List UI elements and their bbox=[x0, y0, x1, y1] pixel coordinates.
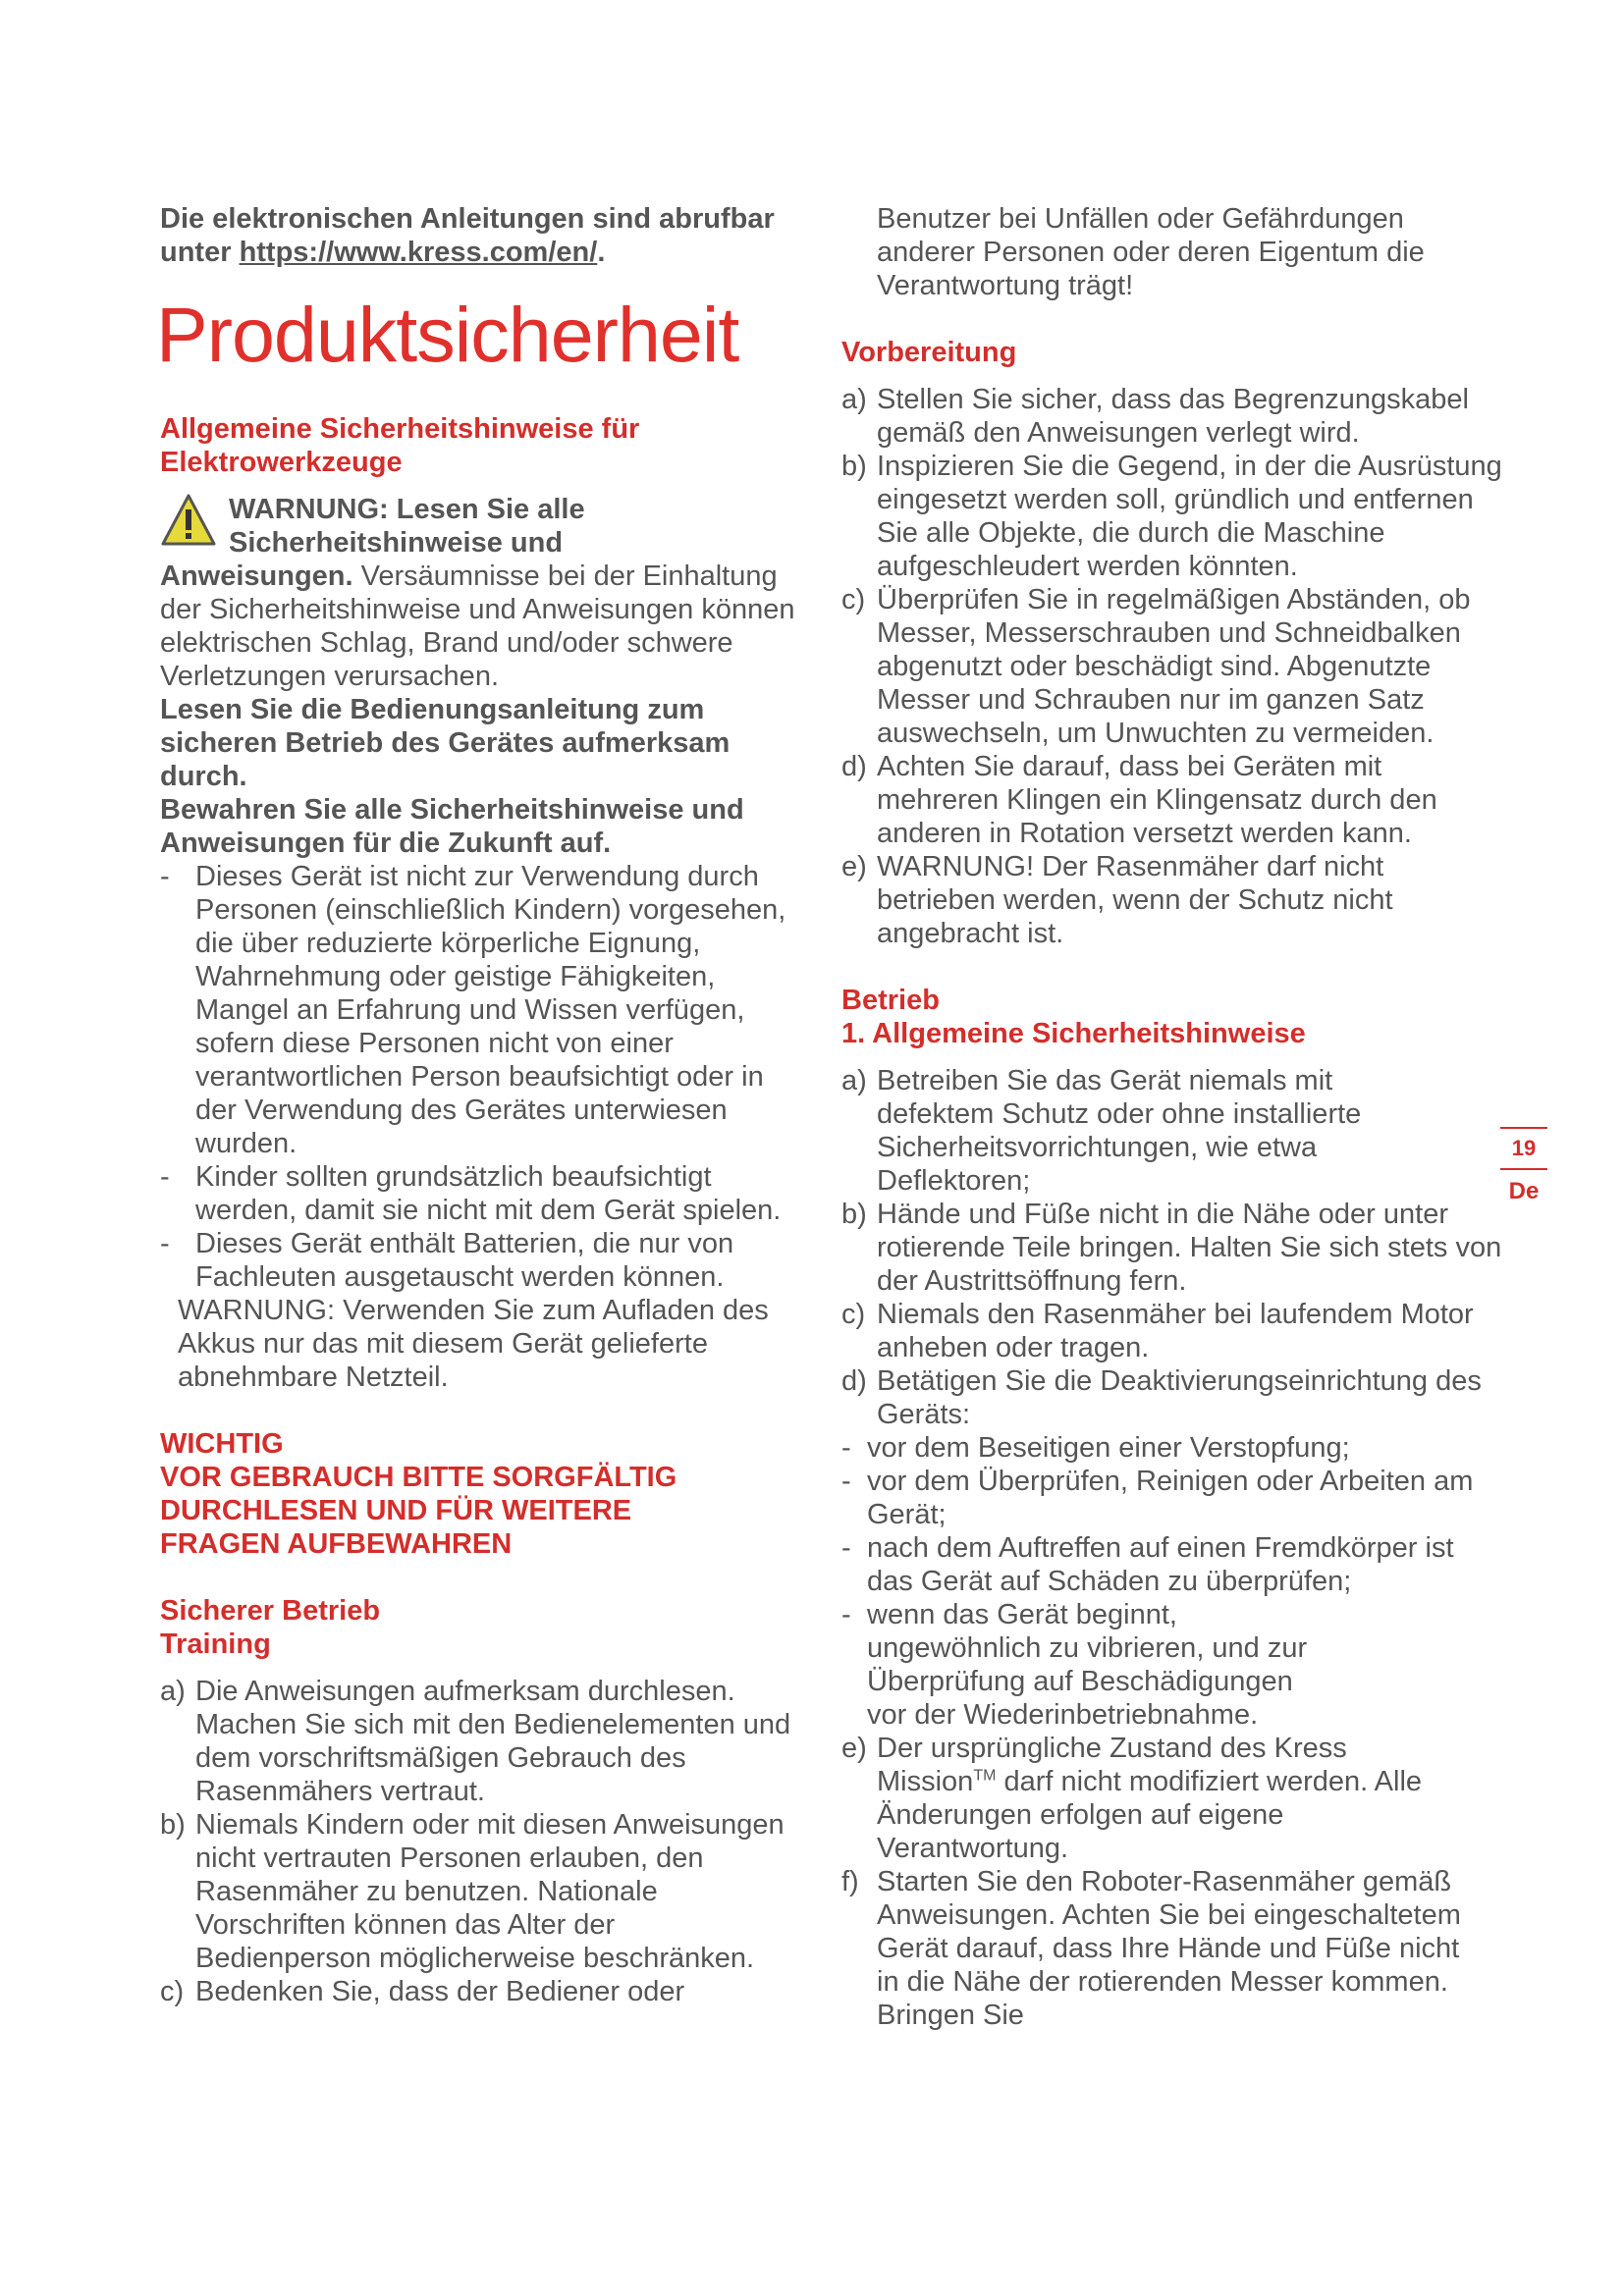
list-text bbox=[877, 1732, 1509, 1865]
list-marker: - bbox=[160, 1228, 170, 1259]
list-item bbox=[841, 1598, 1509, 1732]
list-text: Achten Sie darauf, dass bei Geräten mit mehreren Klingen ein Klingensatz durch den anderen in Rotation versetzt werden kann. bbox=[877, 751, 1437, 849]
list-marker: - bbox=[160, 1161, 170, 1193]
list-text: wenn das Gerät beginnt, ungewöhnlich zu vibrieren, und zur Überprüfung auf Beschädigungen vor der Wiederinbetriebnahme. bbox=[867, 1599, 1308, 1731]
warning-triangle-icon bbox=[160, 493, 217, 548]
warning-block bbox=[160, 493, 798, 560]
list-text: Bedenken Sie, dass der Bediener oder bbox=[195, 1976, 685, 2007]
heading-operation-general: 1. Allgemeine Sicherheitshinweise bbox=[841, 1018, 1306, 1049]
list-text: Die Anweisungen aufmerksam durchlesen. Machen Sie sich mit den Bedienelementen und dem vorschriftsmäßigen Gebrauch des Rasenmähers vertraut. bbox=[195, 1676, 791, 1807]
list-marker: d) bbox=[841, 1365, 867, 1397]
warning-line-3: Anweisungen. bbox=[160, 561, 353, 592]
charging-warning: WARNUNG: Verwenden Sie zum Aufladen des Akkus nur das mit diesem Gerät gelieferte abnehmbare Netzteil. bbox=[178, 1295, 769, 1393]
list-text: Niemals Kindern oder mit diesen Anweisungen nicht vertrauten Personen erlauben, den Rasenmäher zu benutzen. Nationale Vorschriften können das Alter der Bedienperson möglicherweise beschränken. bbox=[195, 1809, 785, 1974]
list-marker: - bbox=[841, 1599, 851, 1630]
list-item bbox=[160, 1675, 798, 1808]
list-marker: a) bbox=[841, 1065, 867, 1096]
list-text: nach dem Auftreffen auf einen Fremdkörper ist das Gerät auf Schäden zu überprüfen; bbox=[867, 1532, 1454, 1597]
important-heading: WICHTIG bbox=[160, 1428, 284, 1460]
list-text: Niemals den Rasenmäher bei laufendem Motor anheben oder tragen. bbox=[877, 1299, 1474, 1363]
list-item bbox=[841, 1531, 1509, 1598]
list-marker: e) bbox=[841, 851, 867, 882]
heading-general-safety: Allgemeine Sicherheitshinweise für Elektrowerkzeuge bbox=[160, 413, 640, 478]
list-item bbox=[841, 1298, 1509, 1364]
mission-text-2: darf nicht modifiziert werden. Alle Änderungen erfolgen auf eigene Verantwortung. bbox=[877, 1766, 1423, 1864]
list-item bbox=[841, 850, 1509, 950]
list-marker: c) bbox=[841, 584, 866, 615]
list-item bbox=[841, 450, 1509, 583]
list-item bbox=[160, 860, 798, 1160]
read-manual-note: Lesen Sie die Bedienungsanleitung zum sicheren Betrieb des Gerätes aufmerksam durch. bbox=[160, 694, 731, 792]
operation-list bbox=[841, 1064, 1509, 2032]
warning-paragraph bbox=[160, 560, 798, 693]
list-marker: b) bbox=[841, 1199, 867, 1230]
list-text: Stellen Sie sicher, dass das Begrenzungskabel gemäß den Anweisungen verlegt wird. bbox=[877, 384, 1469, 449]
list-marker: - bbox=[160, 861, 170, 892]
list-marker: a) bbox=[160, 1676, 186, 1707]
list-marker: a) bbox=[841, 384, 867, 415]
list-item bbox=[160, 1808, 798, 1975]
intro-paragraph bbox=[160, 202, 788, 269]
dash-list bbox=[160, 860, 798, 1394]
continuation-text: Benutzer bei Unfällen oder Gefährdungen anderer Personen oder deren Eigentum die Verantwortung trägt! bbox=[877, 203, 1425, 301]
left-column bbox=[156, 202, 798, 2008]
heading-safe-operation: Sicherer Betrieb bbox=[160, 1595, 381, 1627]
list-item bbox=[841, 1732, 1509, 1865]
list-item bbox=[160, 1975, 798, 2008]
list-text: Betreiben Sie das Gerät niemals mit defektem Schutz oder ohne installierte Sicherheitsvorrichtungen, wie etwa Deflektoren; bbox=[877, 1065, 1362, 1197]
heading-training: Training bbox=[160, 1629, 271, 1660]
heading-preparation: Vorbereitung bbox=[841, 337, 1017, 368]
list-text: WARNUNG! Der Rasenmäher darf nicht betrieben werden, wenn der Schutz nicht angebracht ist. bbox=[877, 851, 1393, 949]
list-item bbox=[841, 1465, 1509, 1531]
list-text: Dieses Gerät enthält Batterien, die nur von Fachleuten ausgetauscht werden können. bbox=[195, 1228, 734, 1293]
language-label: De bbox=[1508, 1178, 1540, 1204]
keep-instructions-note: Bewahren Sie alle Sicherheitshinweise und Anweisungen für die Zukunft auf. bbox=[160, 794, 744, 859]
list-text: vor dem Überprüfen, Reinigen oder Arbeiten am Gerät; bbox=[867, 1466, 1474, 1530]
manual-link[interactable]: https://www.kress.com/en/ bbox=[239, 237, 598, 268]
mission-text-1: Der ursprüngliche Zustand des Kress Mission bbox=[877, 1733, 1347, 1797]
list-item bbox=[841, 383, 1509, 450]
list-item bbox=[841, 1064, 1509, 1198]
list-text: Überprüfen Sie in regelmäßigen Abständen, ob Messer, Messerschrauben und Schneidbalken abgenutzt oder beschädigt sind. Abgenutzte Messer und Schrauben nur im ganzen Satz auswechseln, um Unwuchten zu vermeiden. bbox=[877, 584, 1471, 749]
list-text: Starten Sie den Roboter-Rasenmäher gemäß Anweisungen. Achten Sie bei eingeschaltetem Gerät darauf, dass Ihre Hände und Füße nicht in die Nähe der rotierenden Messer kommen. Bringen Sie bbox=[877, 1866, 1461, 2031]
page-marker bbox=[1492, 1127, 1555, 1213]
important-text: VOR GEBRAUCH BITTE SORGFÄLTIG DURCHLESEN UND FÜR WEITERE FRAGEN AUFBEWAHREN bbox=[160, 1462, 677, 1560]
list-marker: - bbox=[841, 1466, 851, 1497]
list-text: Hände und Füße nicht in die Nähe oder unter rotierende Teile bringen. Halten Sie sich stets von der Austrittsöffnung fern. bbox=[877, 1199, 1502, 1297]
heading-operation: Betrieb bbox=[841, 985, 940, 1016]
list-marker: f) bbox=[841, 1866, 859, 1897]
list-item bbox=[841, 1364, 1509, 1431]
list-item bbox=[160, 1160, 798, 1227]
list-text: vor dem Beseitigen einer Verstopfung; bbox=[867, 1432, 1350, 1464]
warning-line-1: WARNUNG: Lesen Sie alle bbox=[229, 494, 585, 525]
trademark-sup: TM bbox=[973, 1767, 997, 1785]
intro-end: . bbox=[597, 237, 606, 268]
list-marker: b) bbox=[841, 451, 867, 482]
list-marker: c) bbox=[160, 1976, 185, 2007]
list-marker: - bbox=[841, 1532, 851, 1564]
intro-text: Die elektronischen Anleitungen sind abrufbar unter bbox=[160, 203, 775, 268]
preparation-list bbox=[841, 383, 1509, 950]
list-text: Inspizieren Sie die Gegend, in der die Ausrüstung eingesetzt werden soll, gründlich und entfernen Sie alle Objekte, die durch die Maschine aufgeschleudert werden könnten. bbox=[877, 451, 1502, 582]
list-marker: c) bbox=[841, 1299, 866, 1330]
page-title: Produktsicherheit bbox=[156, 291, 739, 378]
list-marker: - bbox=[841, 1432, 851, 1464]
list-item bbox=[841, 1198, 1509, 1298]
list-text: Betätigen Sie die Deaktivierungseinrichtung des Geräts: bbox=[877, 1365, 1482, 1430]
right-column bbox=[841, 202, 1509, 2032]
training-list bbox=[160, 1675, 798, 2008]
warning-line-2: Sicherheitshinweise und bbox=[229, 527, 564, 559]
list-item bbox=[841, 1431, 1509, 1465]
list-text: Kinder sollten grundsätzlich beaufsichtigt werden, damit sie nicht mit dem Gerät spielen. bbox=[195, 1161, 782, 1226]
page-number: 19 bbox=[1511, 1136, 1537, 1160]
list-item bbox=[841, 1865, 1509, 2032]
list-item bbox=[160, 1227, 798, 1294]
list-marker: b) bbox=[160, 1809, 186, 1841]
list-text: Dieses Gerät ist nicht zur Verwendung durch Personen (einschließlich Kindern) vorgesehen, die über reduzierte körperliche Eignung, Wahrnehmung oder geistige Fähigkeiten, Mangel an Erfahrung und Wissen verfügen, sofern diese Personen nicht von einer verantwortlichen Person beaufsichtigt oder in der Verwendung des Gerätes unterwiesen wurden. bbox=[195, 861, 786, 1159]
list-marker: e) bbox=[841, 1733, 867, 1764]
list-marker: d) bbox=[841, 751, 867, 782]
list-item bbox=[841, 583, 1509, 750]
list-item bbox=[841, 750, 1509, 850]
warning-text: Versäumnisse bei der Einhaltung der Sicherheitshinweise und Anweisungen können elektrischen Schlag, Brand und/oder schwere Verletzungen verursachen. bbox=[160, 561, 795, 692]
